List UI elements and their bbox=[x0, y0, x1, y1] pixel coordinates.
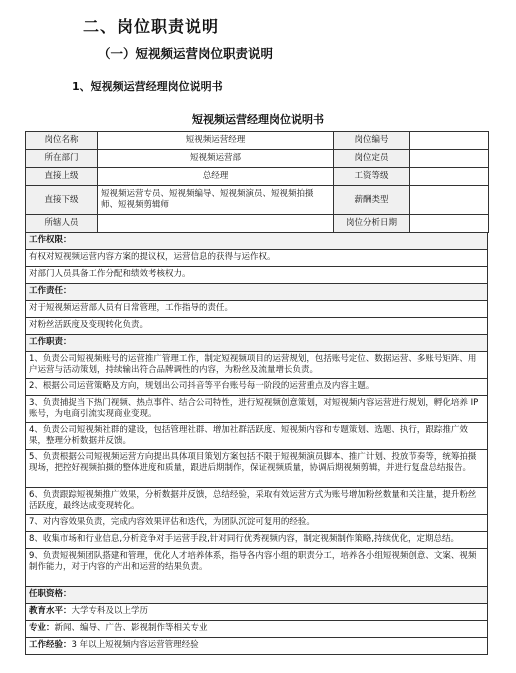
list-item: 4、负责公司短视频社群的建设，包括管理社群、增加社群活跃度、短视频内容和专题策划、选题、执行，跟踪推广效果，整理分析数据并反馈。 bbox=[25, 423, 488, 450]
table-row bbox=[26, 215, 489, 233]
list-item bbox=[25, 604, 488, 621]
label-cell: 工资等级 bbox=[334, 168, 410, 186]
list-item: 9、负责短视频团队搭建和管理，优化人才培养体系，指导各内容小组的职责分工，培养各小组短视频创意、文案、视频制作能力，对于内容的产出和运营的结果负责。 bbox=[25, 549, 488, 587]
qualification-label: 工作经验： bbox=[29, 640, 72, 650]
label-cell: 岗位分析日期 bbox=[334, 215, 410, 233]
table-row bbox=[26, 150, 489, 168]
qualification-text: 3 年以上短视频内容运营管理经验 bbox=[71, 640, 199, 650]
value-cell bbox=[410, 168, 489, 186]
list-item bbox=[25, 621, 488, 638]
value-cell: 短视频运营经理 bbox=[98, 132, 334, 150]
table-row bbox=[26, 186, 489, 215]
qualification-text: 新闻、编导、广告、影视制作等相关专业 bbox=[54, 623, 208, 633]
duties-title: 工作职责： bbox=[25, 335, 488, 352]
list-item: 有权对短视频运营内容方案的提议权，运营信息的获得与运作权。 bbox=[25, 250, 488, 267]
value-cell bbox=[98, 215, 334, 233]
qualifications-title: 任职资格： bbox=[25, 587, 488, 604]
qualification-label: 教育水平： bbox=[29, 606, 72, 616]
list-item: 3、负责捕捉当下热门视频、热点事件、结合公司特性，进行短视频创意策划，对短视频内容运营进行规划，孵化培养 IP账号，为电商引流实现商业变现。 bbox=[25, 396, 488, 423]
value-cell bbox=[410, 215, 489, 233]
value-cell bbox=[410, 150, 489, 168]
label-cell: 岗位编号 bbox=[334, 132, 410, 150]
list-item: 2、根据公司运营策略及方向，规划出公司抖音等平台账号每一阶段的运营重点及内容主题。 bbox=[25, 379, 488, 396]
subsection-heading: （一）短视频运营岗位职责说明 bbox=[98, 46, 274, 61]
list-item: 对于短视频运营部人员有日常管理，工作指导的责任。 bbox=[25, 301, 488, 318]
value-cell: 短视频运营专员、短视频编导、短视频演员、短视频拍摄师、短视频剪辑师 bbox=[98, 186, 334, 215]
job-info-table bbox=[25, 131, 489, 233]
label-cell: 薪酬类型 bbox=[334, 186, 410, 215]
list-item: 5、负责根据公司短视频运营方向提出具体项目策划方案包括不限于短视频演员脚本、推广计划、投放节奏等，统筹拍摄现场，把控好视频拍摄的整体进度和质量，跟进后期制作，保证视频质量，协调后期视频剪辑，并进行复盘总结报告。 bbox=[25, 450, 488, 488]
section-heading: 二、岗位职责说明 bbox=[83, 17, 220, 36]
label-cell: 岗位名称 bbox=[26, 132, 98, 150]
label-cell: 所辖人员 bbox=[26, 215, 98, 233]
table-row bbox=[26, 168, 489, 186]
list-item: 对部门人员具备工作分配和绩效考核权力。 bbox=[25, 267, 488, 284]
value-cell: 总经理 bbox=[98, 168, 334, 186]
table-title: 短视频运营经理岗位说明书 bbox=[192, 113, 324, 126]
list-item: 1、负责公司短视频账号的运营推广管理工作，制定短视频项目的运营规划，包括账号定位、数据运营、多账号矩阵、用户运营与活动策划，持续输出符合品牌调性的内容，为粉丝及流量增长负责。 bbox=[25, 352, 488, 379]
table-row bbox=[26, 132, 489, 150]
list-item: 6、负责跟踪短视频推广效果，分析数据并反馈，总结经验，采取有效运营方式为账号增加粉丝数量和关注量，提升粉丝活跃度，最终达成变现转化。 bbox=[25, 488, 488, 515]
value-cell bbox=[410, 186, 489, 215]
list-item: 7、对内容效果负责，完成内容效果评估和迭代，为团队沉淀可复用的经验。 bbox=[25, 515, 488, 532]
list-item: 对粉丝活跃度及变现转化负责。 bbox=[25, 318, 488, 335]
label-cell: 岗位定员 bbox=[334, 150, 410, 168]
list-item bbox=[25, 638, 488, 655]
qualification-label: 专业： bbox=[29, 623, 55, 633]
label-cell: 所在部门 bbox=[26, 150, 98, 168]
label-cell: 直接下级 bbox=[26, 186, 98, 215]
qualification-text: 大学专科及以上学历 bbox=[71, 606, 149, 616]
document-heading: 1、短视频运营经理岗位说明书 bbox=[72, 80, 223, 93]
responsibility-title: 工作责任： bbox=[25, 284, 488, 301]
value-cell: 短视频运营部 bbox=[98, 150, 334, 168]
label-cell: 直接上级 bbox=[26, 168, 98, 186]
value-cell bbox=[410, 132, 489, 150]
list-item: 8、收集市场和行业信息,分析竞争对手运营手段,针对同行优秀视频内容，制定视频制作策略,持续优化，定期总结。 bbox=[25, 532, 488, 549]
authority-title: 工作权限： bbox=[25, 233, 488, 250]
